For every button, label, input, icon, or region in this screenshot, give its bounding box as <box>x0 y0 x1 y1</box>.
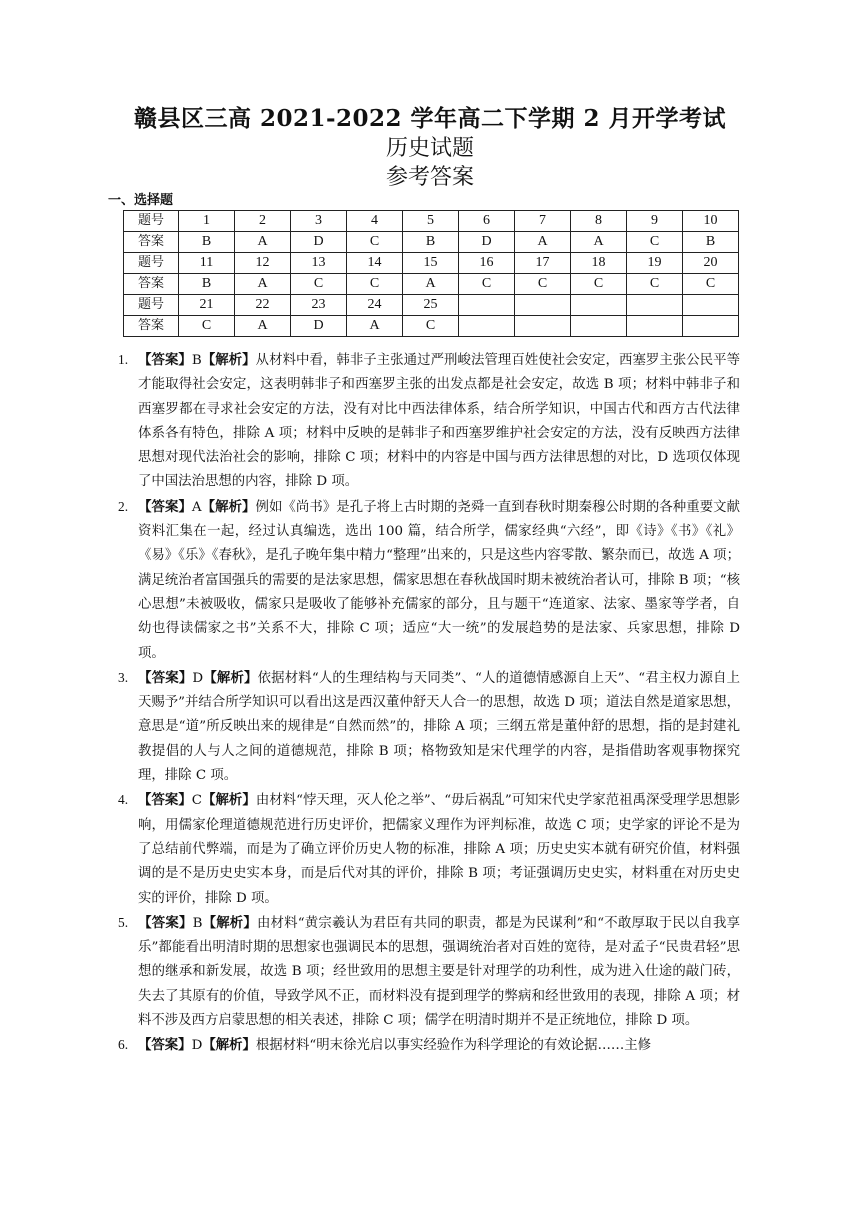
answer-table-cell: 13 <box>291 253 347 274</box>
answer-table-cell: C <box>627 232 683 253</box>
answer-table-cell: 20 <box>683 253 739 274</box>
answer-table-cell <box>459 295 515 316</box>
answer-table-cell: 9 <box>627 211 683 232</box>
answer-table-cell: C <box>683 274 739 295</box>
answer-table-cell: 3 <box>291 211 347 232</box>
answer-table-cell: 1 <box>179 211 235 232</box>
answer-table-cell: 11 <box>179 253 235 274</box>
answer-table-cell: 15 <box>403 253 459 274</box>
answer-table-cell: 16 <box>459 253 515 274</box>
answer-table-cell <box>515 316 571 337</box>
answer-table-cell <box>683 295 739 316</box>
answer-tag: 【答案】 <box>138 669 193 686</box>
answer-table-cell: D <box>291 316 347 337</box>
item-number: 6. <box>118 1037 129 1053</box>
answer-table-row-label: 答案 <box>124 274 179 295</box>
answer-table-cell: 17 <box>515 253 571 274</box>
answer-tag: 【答案】 <box>138 352 192 368</box>
answer-table-cell: 8 <box>571 211 627 232</box>
explanation-list <box>118 348 740 1059</box>
answer-table-row <box>124 274 739 295</box>
item-number: 2. <box>118 498 129 514</box>
explanation-item <box>118 495 740 666</box>
answer-table-cell: 24 <box>347 295 403 316</box>
answer-table-cell: C <box>403 316 459 337</box>
answer-table-row <box>124 295 739 316</box>
analysis-text: 依据材料“人的生理结构与天同类”、“人的道德情感源自上天”、“君主权力源自上天赐予”并结合所学知识可以看出这是西汉董仲舒天人合一的思想，故选 D 项；道法自然是道家思想，意思是“道”所反映出来的规律是“自然而然”的，排除 A 项；三纲五常是董仲舒的思想，指的是封建礼教提倡的人与人之间的道德规范，排除 B 项；格物致知是宋代理学的内容，是指借助客观事物探究理，排除 C 项。 <box>138 670 741 784</box>
answer-table <box>123 210 739 337</box>
answer-table-cell: D <box>459 232 515 253</box>
answer-table-row <box>124 253 739 274</box>
answer-table-row-label: 答案 <box>124 232 179 253</box>
answer-table-row <box>124 232 739 253</box>
answer-table-cell: 14 <box>347 253 403 274</box>
analysis-text: 由材料“悖天理，灭人伦之举”、“毋后祸乱”可知宋代史学家范祖禹深受理学思想影响，用儒家伦理道德规范进行历史评价，把儒家义理作为评判标准，故选 C 项；史学家的评论不是为了总结前代弊端，而是为了确立评价历史人物的标准，排除 A 项；历史史实本就有研究价值，材料强调的是不是历史史实本身，而是后代对其的评价，排除 B 项；考证强调历史史实，材料重在对历史史实的评价，排除 D 项。 <box>138 793 741 906</box>
answer-table-cell: A <box>515 232 571 253</box>
answer-table-cell: C <box>347 274 403 295</box>
analysis-text: 由材料“黄宗羲认为君臣有共同的职责，都是为民谋利”和“不敢厚取于民以自我享乐”都能看出明清时期的思想家也强调民本的思想，强调统治者对百姓的宽待，是对孟子“民贵君轻”思想的继承和新发展，故选 B 项；经世致用的思想主要是针对理学的功利性，成为进入仕途的敲门砖，失去了其原有的价值，导致学风不正，而材料没有提到理学的弊病和经世致用的表现，排除 A 项；材料不涉及西方启蒙思想的相关表述，排除 C 项；儒学在明清时期并不是正统地位，排除 D 项。 <box>138 915 740 1029</box>
answer-table-row-label: 答案 <box>124 316 179 337</box>
answer-table-cell: C <box>571 274 627 295</box>
answer-letter: C <box>191 793 203 809</box>
section-heading-multiple-choice: 一、选择题 <box>108 193 174 208</box>
answer-table-cell: A <box>571 232 627 253</box>
explanation-item <box>118 911 740 1033</box>
answer-table-cell: C <box>459 274 515 295</box>
answer-table-cell: 10 <box>683 211 739 232</box>
answer-table-cell: C <box>627 274 683 295</box>
answer-table-cell: B <box>179 232 235 253</box>
analysis-text: 例如《尚书》是孔子将上古时期的尧舜一直到春秋时期秦穆公时期的各种重要文献资料汇集在一起，经过认真编选，选出 100 篇，结合所学，儒家经典“六经”，即《诗》《书》《礼》《易》《乐》《春秋》，是孔子晚年集中精力“整理”出来的，只是这些内容零散、繁杂而已，故选 A 项；满足统治者富国强兵的需要的是法家思想，儒家思想在春秋战国时期未被统治者认可，排除 B 项；“核心思想”未被吸收，儒家只是吸收了能够补充儒家的部分，且与题干“连道家、法家、墨家等学者，自幼也得读儒家之书”关系不大，排除 C 项；适应“大一统”的发展趋势的是法家、兵家思想，排除 D 项。 <box>138 499 741 661</box>
answer-table-cell: 18 <box>571 253 627 274</box>
answer-tag: 【答案】 <box>138 498 192 515</box>
answer-letter: D <box>191 1038 203 1054</box>
answer-table-cell: A <box>235 274 291 295</box>
analysis-tag: 【解析】 <box>203 669 258 686</box>
item-number: 4. <box>118 792 129 808</box>
answer-table-cell: A <box>235 316 291 337</box>
answer-table-cell: B <box>179 274 235 295</box>
answer-table-cell: 21 <box>179 295 235 316</box>
answer-tag: 【答案】 <box>138 914 193 931</box>
analysis-tag: 【解析】 <box>201 352 256 368</box>
answer-table-cell: 12 <box>235 253 291 274</box>
answer-table-cell <box>683 316 739 337</box>
analysis-tag: 【解析】 <box>202 1037 256 1054</box>
document-subtitle: 历史试题 <box>385 135 474 160</box>
document-subtitle-answers: 参考答案 <box>385 164 474 189</box>
item-number: 3. <box>118 669 129 685</box>
answer-table-cell <box>459 316 515 337</box>
answer-table-cell: A <box>403 274 459 295</box>
document-title: 赣县区三高 2021-2022 学年高二下学期 2 月开学考试 <box>133 105 727 132</box>
answer-table-cell: C <box>515 274 571 295</box>
answer-table-cell: A <box>347 316 403 337</box>
answer-table-row-label: 题号 <box>124 253 179 274</box>
answer-table-row-label: 题号 <box>124 295 179 316</box>
answer-table-cell: 2 <box>235 211 291 232</box>
explanation-item <box>118 1033 740 1058</box>
explanation-item <box>118 788 740 910</box>
answer-tag: 【答案】 <box>138 792 192 809</box>
answer-table-cell: 22 <box>235 295 291 316</box>
analysis-text: 根据材料“明末徐光启以事实经验作为科学理论的有效论据……主修 <box>255 1038 652 1054</box>
analysis-tag: 【解析】 <box>202 792 256 809</box>
item-number: 1. <box>118 352 129 367</box>
answer-letter: B <box>192 915 203 931</box>
answer-table-cell: C <box>291 274 347 295</box>
answer-table-cell: B <box>403 232 459 253</box>
analysis-text: 从材料中看，韩非子主张通过严刑峻法管理百姓使社会安定，西塞罗主张公民平等才能取得社会安定，这表明韩非子和西塞罗主张的出发点都是社会安定，故选 B 项；材料中韩非子和西塞罗都在寻求社会安定的方法，没有对比中西法律体系，结合所学知识，中国古代和西方古代法律体系各有特色，排除 A 项；材料中反映的是韩非子和西塞罗维护社会安定的方法，没有反映西方法律思想对现代法治社会的影响，排除 C 项；材料中的内容是中国与西方法律思想的对比，D 选项仅体现了中国法治思想的内容，排除 D 项。 <box>138 353 741 490</box>
answer-table-cell: 25 <box>403 295 459 316</box>
analysis-tag: 【解析】 <box>201 498 256 515</box>
answer-table-cell: 5 <box>403 211 459 232</box>
answer-letter: A <box>191 499 202 515</box>
answer-table-cell: A <box>235 232 291 253</box>
explanation-item <box>118 666 740 788</box>
item-number: 5. <box>118 914 129 930</box>
answer-table-row-label: 题号 <box>124 211 179 232</box>
answer-table-cell: 4 <box>347 211 403 232</box>
answer-table-cell <box>571 295 627 316</box>
answer-table-cell <box>571 316 627 337</box>
answer-letter: B <box>191 353 202 368</box>
answer-table-cell <box>627 295 683 316</box>
answer-tag: 【答案】 <box>138 1037 192 1054</box>
answer-table-cell: D <box>291 232 347 253</box>
answer-letter: D <box>192 670 204 686</box>
answer-table-cell: 19 <box>627 253 683 274</box>
analysis-tag: 【解析】 <box>202 914 257 931</box>
answer-table-cell: C <box>179 316 235 337</box>
answer-table-row <box>124 211 739 232</box>
answer-table-cell: 6 <box>459 211 515 232</box>
answer-table-cell: 23 <box>291 295 347 316</box>
answer-table-cell <box>627 316 683 337</box>
answer-table-cell: B <box>683 232 739 253</box>
answer-table-row <box>124 316 739 337</box>
answer-table-cell: C <box>347 232 403 253</box>
answer-table-cell: 7 <box>515 211 571 232</box>
explanation-item <box>118 348 740 495</box>
answer-table-cell <box>515 295 571 316</box>
